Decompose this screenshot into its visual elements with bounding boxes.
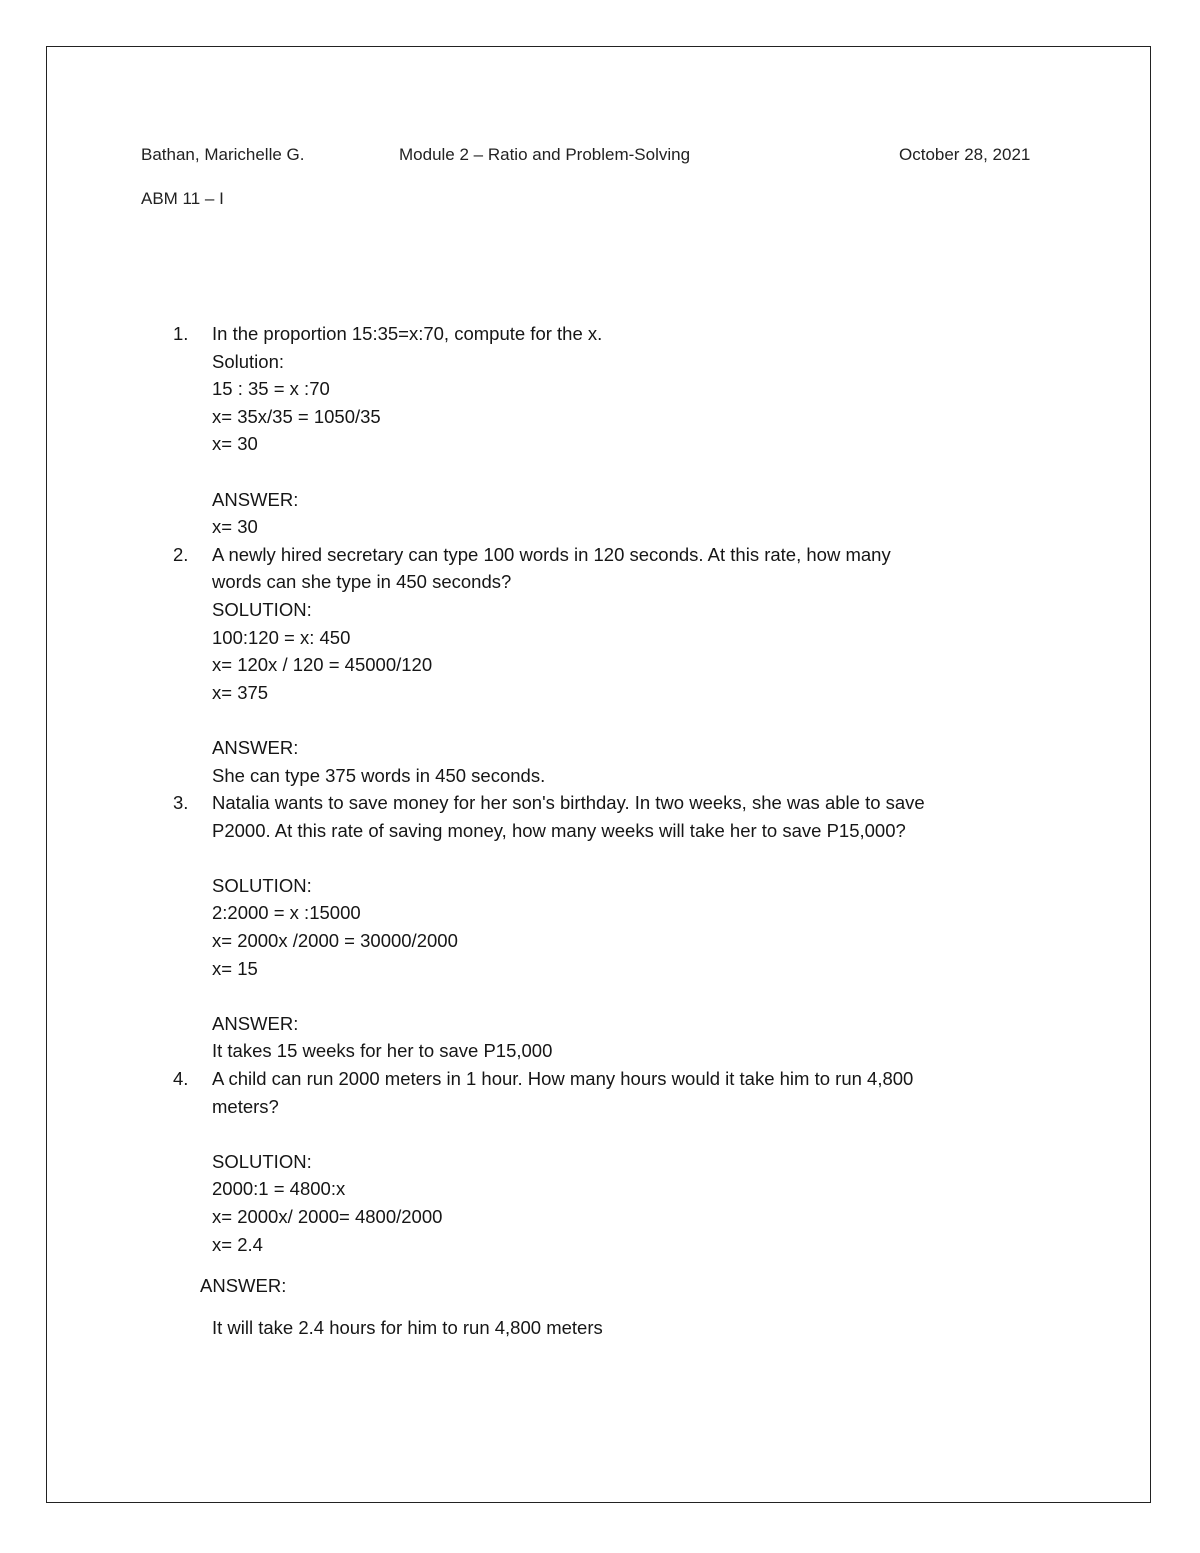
solution-line: x= 120x / 120 = 45000/120	[212, 654, 433, 676]
solution-label: SOLUTION:	[212, 1150, 312, 1172]
question-line: A child can run 2000 meters in 1 hour. How many hours would it take him to run 4,800	[212, 1068, 914, 1090]
solution-line: x= 2000x/ 2000= 4800/2000	[212, 1206, 443, 1227]
problem-number: 2.	[173, 543, 189, 565]
student-name: Bathan, Marichelle G.	[141, 145, 305, 164]
solution-line: x= 375	[212, 681, 269, 703]
problem-1	[141, 320, 1101, 541]
solution-line: 100:120 = x: 450	[212, 626, 351, 648]
problem-number: 4.	[173, 1068, 189, 1090]
document-date: October 28, 2021	[899, 145, 1031, 164]
answer-text: She can type 375 words in 450 seconds.	[212, 764, 546, 786]
question-line: words can she type in 450 seconds?	[212, 571, 512, 593]
answer-label: ANSWER:	[200, 1275, 287, 1297]
question-line: Natalia wants to save money for her son's birthday. In two weeks, she was able to save	[212, 792, 925, 814]
solution-line: x= 2000x /2000 = 30000/2000	[212, 930, 458, 952]
solution-label: SOLUTION:	[212, 874, 312, 896]
solution-line: 15 : 35 = x :70	[212, 378, 330, 400]
problem-list	[141, 320, 1101, 1341]
solution-line: 2000:1 = 4800:x	[212, 1178, 346, 1200]
solution-line: x= 15	[212, 957, 258, 979]
answer-label: ANSWER:	[212, 1012, 299, 1034]
solution-line: x= 35x/35 = 1050/35	[212, 405, 381, 427]
solution-line: 2:2000 = x :15000	[212, 902, 361, 924]
answer-label: ANSWER:	[212, 736, 299, 758]
solution-label: Solution:	[212, 350, 284, 372]
answer-text: It takes 15 weeks for her to save P15,000	[212, 1040, 553, 1062]
problem-3	[141, 789, 1101, 1065]
question-line: meters?	[212, 1095, 279, 1117]
question-line: A newly hired secretary can type 100 words in 120 seconds. At this rate, how many	[212, 543, 891, 565]
answer-label: ANSWER:	[212, 488, 299, 510]
module-title: Module 2 – Ratio and Problem-Solving	[399, 145, 691, 164]
section-label: ABM 11 – I	[141, 189, 224, 208]
question-line: P2000. At this rate of saving money, how many weeks will take her to save P15,000?	[212, 819, 906, 841]
solution-line: x= 30	[212, 433, 258, 455]
problem-number: 1.	[173, 323, 189, 344]
question-line: In the proportion 15:35=x:70, compute for the x.	[212, 323, 603, 344]
answer-text: x= 30	[212, 516, 258, 538]
problem-number: 3.	[173, 792, 189, 814]
answer-text: It will take 2.4 hours for him to run 4,800 meters	[212, 1316, 603, 1338]
problem-4	[141, 1065, 1101, 1341]
solution-label: SOLUTION:	[212, 598, 312, 620]
solution-line: x= 2.4	[212, 1233, 263, 1255]
problem-2	[141, 541, 1101, 789]
